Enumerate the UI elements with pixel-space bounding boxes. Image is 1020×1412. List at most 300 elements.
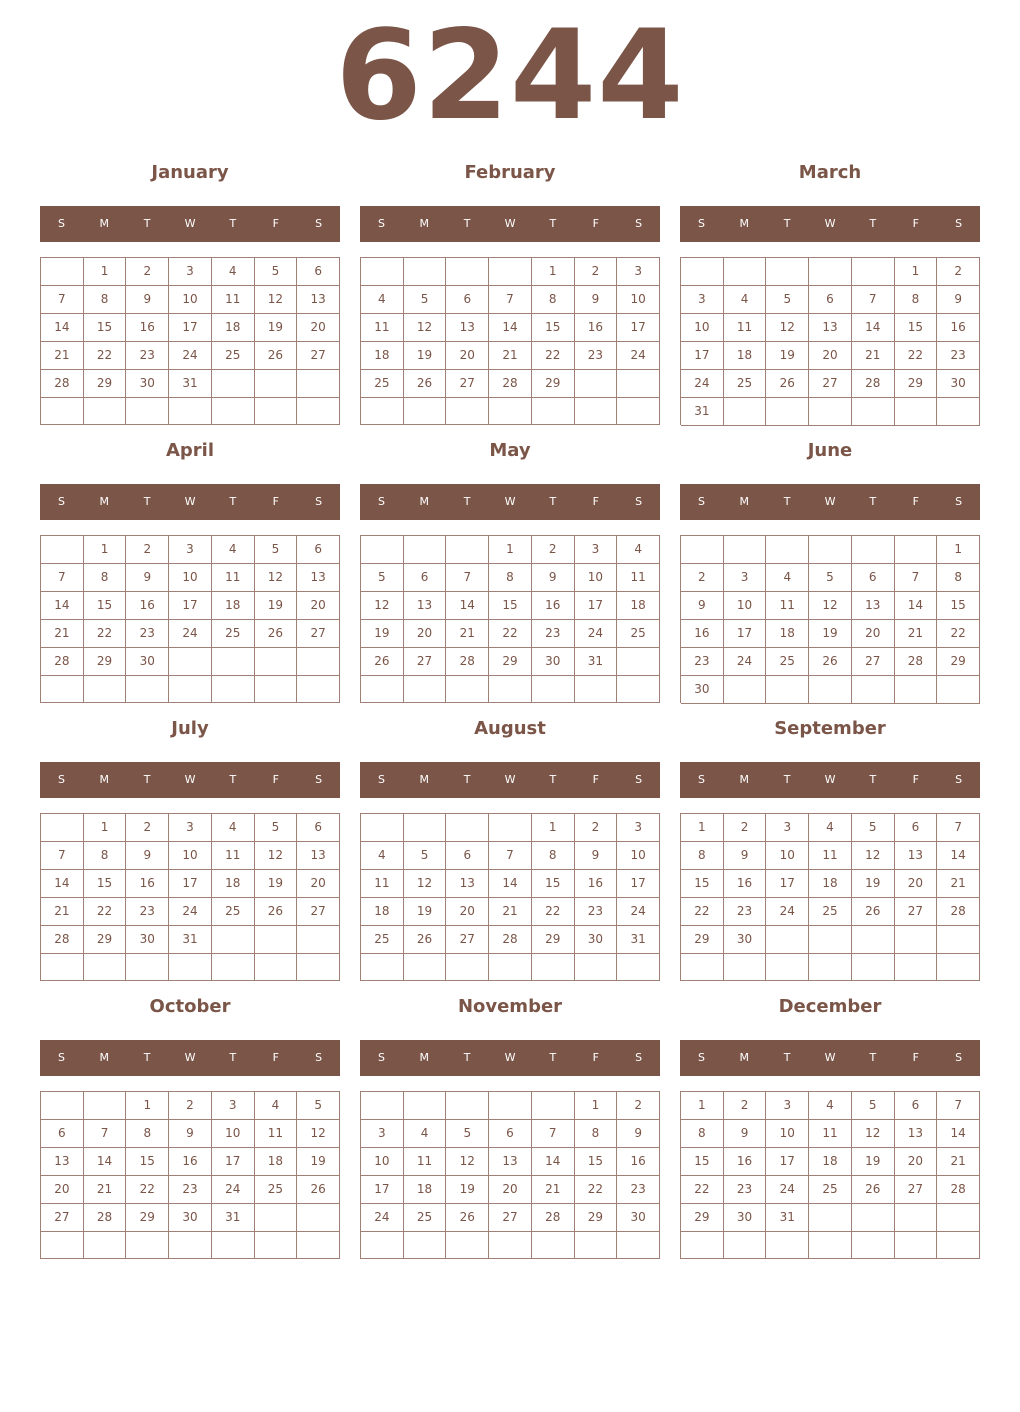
day-cell[interactable]: 9	[169, 1120, 212, 1148]
day-cell[interactable]: 2	[937, 258, 980, 286]
day-cell[interactable]: 3	[617, 814, 660, 842]
day-cell[interactable]: 14	[937, 842, 980, 870]
day-cell[interactable]: 3	[575, 536, 618, 564]
day-cell[interactable]: 17	[212, 1148, 255, 1176]
day-cell[interactable]: 12	[297, 1120, 340, 1148]
day-cell[interactable]: 6	[489, 1120, 532, 1148]
day-cell[interactable]: 1	[895, 258, 938, 286]
day-cell[interactable]: 23	[937, 342, 980, 370]
day-cell[interactable]: 31	[212, 1204, 255, 1232]
day-cell[interactable]: 10	[212, 1120, 255, 1148]
day-cell[interactable]: 11	[404, 1148, 447, 1176]
day-cell[interactable]: 21	[895, 620, 938, 648]
day-cell[interactable]: 17	[575, 592, 618, 620]
day-cell[interactable]: 9	[575, 842, 618, 870]
day-cell[interactable]: 4	[212, 536, 255, 564]
day-cell[interactable]: 9	[724, 1120, 767, 1148]
day-cell[interactable]: 22	[84, 898, 127, 926]
day-cell[interactable]: 13	[446, 314, 489, 342]
day-cell[interactable]: 25	[404, 1204, 447, 1232]
day-cell[interactable]: 3	[681, 286, 724, 314]
day-cell[interactable]: 13	[297, 286, 340, 314]
day-cell[interactable]: 22	[84, 342, 127, 370]
day-cell[interactable]: 16	[937, 314, 980, 342]
day-cell[interactable]: 8	[84, 842, 127, 870]
day-cell[interactable]: 27	[895, 1176, 938, 1204]
day-cell[interactable]: 10	[681, 314, 724, 342]
day-cell[interactable]: 4	[766, 564, 809, 592]
day-cell[interactable]: 27	[809, 370, 852, 398]
day-cell[interactable]: 29	[532, 370, 575, 398]
day-cell[interactable]: 19	[446, 1176, 489, 1204]
day-cell[interactable]: 24	[617, 898, 660, 926]
day-cell[interactable]: 5	[255, 258, 298, 286]
day-cell[interactable]: 20	[446, 342, 489, 370]
day-cell[interactable]: 24	[169, 620, 212, 648]
day-cell[interactable]: 4	[724, 286, 767, 314]
day-cell[interactable]: 12	[446, 1148, 489, 1176]
day-cell[interactable]: 12	[361, 592, 404, 620]
day-cell[interactable]: 10	[766, 842, 809, 870]
day-cell[interactable]: 2	[724, 1092, 767, 1120]
day-cell[interactable]: 17	[766, 870, 809, 898]
day-cell[interactable]: 5	[404, 842, 447, 870]
day-cell[interactable]: 27	[297, 620, 340, 648]
day-cell[interactable]: 8	[489, 564, 532, 592]
day-cell[interactable]: 10	[169, 842, 212, 870]
day-cell[interactable]: 13	[489, 1148, 532, 1176]
day-cell[interactable]: 9	[126, 842, 169, 870]
day-cell[interactable]: 23	[617, 1176, 660, 1204]
day-cell[interactable]: 21	[532, 1176, 575, 1204]
day-cell[interactable]: 7	[937, 814, 980, 842]
day-cell[interactable]: 7	[895, 564, 938, 592]
day-cell[interactable]: 26	[255, 898, 298, 926]
day-cell[interactable]: 22	[937, 620, 980, 648]
day-cell[interactable]: 3	[212, 1092, 255, 1120]
day-cell[interactable]: 4	[255, 1092, 298, 1120]
day-cell[interactable]: 3	[361, 1120, 404, 1148]
day-cell[interactable]: 13	[852, 592, 895, 620]
day-cell[interactable]: 12	[255, 286, 298, 314]
day-cell[interactable]: 23	[575, 342, 618, 370]
day-cell[interactable]: 14	[41, 592, 84, 620]
day-cell[interactable]: 20	[446, 898, 489, 926]
day-cell[interactable]: 12	[852, 842, 895, 870]
day-cell[interactable]: 6	[895, 814, 938, 842]
day-cell[interactable]: 20	[41, 1176, 84, 1204]
day-cell[interactable]: 18	[809, 870, 852, 898]
day-cell[interactable]: 9	[937, 286, 980, 314]
day-cell[interactable]: 18	[617, 592, 660, 620]
day-cell[interactable]: 11	[617, 564, 660, 592]
day-cell[interactable]: 13	[297, 842, 340, 870]
day-cell[interactable]: 19	[852, 1148, 895, 1176]
day-cell[interactable]: 16	[724, 870, 767, 898]
day-cell[interactable]: 30	[724, 1204, 767, 1232]
day-cell[interactable]: 25	[361, 370, 404, 398]
day-cell[interactable]: 28	[532, 1204, 575, 1232]
day-cell[interactable]: 14	[446, 592, 489, 620]
day-cell[interactable]: 10	[766, 1120, 809, 1148]
day-cell[interactable]: 12	[809, 592, 852, 620]
day-cell[interactable]: 22	[575, 1176, 618, 1204]
day-cell[interactable]: 6	[895, 1092, 938, 1120]
day-cell[interactable]: 22	[895, 342, 938, 370]
day-cell[interactable]: 4	[809, 814, 852, 842]
day-cell[interactable]: 1	[84, 258, 127, 286]
day-cell[interactable]: 10	[724, 592, 767, 620]
day-cell[interactable]: 26	[255, 342, 298, 370]
day-cell[interactable]: 4	[617, 536, 660, 564]
day-cell[interactable]: 10	[169, 564, 212, 592]
day-cell[interactable]: 12	[404, 314, 447, 342]
day-cell[interactable]: 27	[41, 1204, 84, 1232]
day-cell[interactable]: 13	[446, 870, 489, 898]
day-cell[interactable]: 28	[937, 1176, 980, 1204]
day-cell[interactable]: 26	[361, 648, 404, 676]
day-cell[interactable]: 11	[212, 564, 255, 592]
day-cell[interactable]: 4	[361, 286, 404, 314]
day-cell[interactable]: 6	[446, 842, 489, 870]
day-cell[interactable]: 3	[724, 564, 767, 592]
day-cell[interactable]: 18	[404, 1176, 447, 1204]
day-cell[interactable]: 9	[126, 564, 169, 592]
day-cell[interactable]: 11	[766, 592, 809, 620]
day-cell[interactable]: 4	[361, 842, 404, 870]
day-cell[interactable]: 17	[766, 1148, 809, 1176]
day-cell[interactable]: 2	[126, 258, 169, 286]
day-cell[interactable]: 22	[681, 898, 724, 926]
day-cell[interactable]: 16	[169, 1148, 212, 1176]
day-cell[interactable]: 25	[212, 898, 255, 926]
day-cell[interactable]: 1	[575, 1092, 618, 1120]
day-cell[interactable]: 20	[404, 620, 447, 648]
day-cell[interactable]: 21	[41, 342, 84, 370]
day-cell[interactable]: 20	[297, 870, 340, 898]
day-cell[interactable]: 20	[297, 592, 340, 620]
day-cell[interactable]: 1	[126, 1092, 169, 1120]
day-cell[interactable]: 24	[169, 898, 212, 926]
day-cell[interactable]: 24	[766, 1176, 809, 1204]
day-cell[interactable]: 24	[361, 1204, 404, 1232]
day-cell[interactable]: 17	[724, 620, 767, 648]
day-cell[interactable]: 14	[84, 1148, 127, 1176]
day-cell[interactable]: 8	[532, 842, 575, 870]
day-cell[interactable]: 30	[126, 926, 169, 954]
day-cell[interactable]: 16	[126, 870, 169, 898]
day-cell[interactable]: 29	[84, 370, 127, 398]
day-cell[interactable]: 28	[84, 1204, 127, 1232]
day-cell[interactable]: 7	[446, 564, 489, 592]
day-cell[interactable]: 25	[255, 1176, 298, 1204]
day-cell[interactable]: 27	[852, 648, 895, 676]
day-cell[interactable]: 31	[575, 648, 618, 676]
day-cell[interactable]: 28	[41, 648, 84, 676]
day-cell[interactable]: 12	[255, 564, 298, 592]
day-cell[interactable]: 6	[297, 814, 340, 842]
day-cell[interactable]: 15	[681, 1148, 724, 1176]
day-cell[interactable]: 13	[895, 1120, 938, 1148]
day-cell[interactable]: 29	[681, 1204, 724, 1232]
day-cell[interactable]: 11	[809, 1120, 852, 1148]
day-cell[interactable]: 15	[532, 870, 575, 898]
day-cell[interactable]: 9	[617, 1120, 660, 1148]
day-cell[interactable]: 24	[724, 648, 767, 676]
day-cell[interactable]: 5	[361, 564, 404, 592]
day-cell[interactable]: 2	[575, 814, 618, 842]
day-cell[interactable]: 23	[532, 620, 575, 648]
day-cell[interactable]: 27	[446, 926, 489, 954]
day-cell[interactable]: 26	[852, 1176, 895, 1204]
day-cell[interactable]: 21	[489, 342, 532, 370]
day-cell[interactable]: 11	[361, 314, 404, 342]
day-cell[interactable]: 14	[937, 1120, 980, 1148]
day-cell[interactable]: 30	[532, 648, 575, 676]
day-cell[interactable]: 3	[169, 536, 212, 564]
day-cell[interactable]: 3	[766, 1092, 809, 1120]
day-cell[interactable]: 30	[681, 676, 724, 704]
day-cell[interactable]: 6	[852, 564, 895, 592]
day-cell[interactable]: 7	[41, 286, 84, 314]
day-cell[interactable]: 6	[297, 258, 340, 286]
day-cell[interactable]: 1	[681, 1092, 724, 1120]
day-cell[interactable]: 1	[84, 536, 127, 564]
day-cell[interactable]: 15	[895, 314, 938, 342]
day-cell[interactable]: 26	[297, 1176, 340, 1204]
day-cell[interactable]: 21	[937, 870, 980, 898]
day-cell[interactable]: 19	[852, 870, 895, 898]
day-cell[interactable]: 24	[169, 342, 212, 370]
day-cell[interactable]: 15	[575, 1148, 618, 1176]
day-cell[interactable]: 20	[895, 1148, 938, 1176]
day-cell[interactable]: 8	[681, 842, 724, 870]
day-cell[interactable]: 26	[446, 1204, 489, 1232]
day-cell[interactable]: 8	[575, 1120, 618, 1148]
day-cell[interactable]: 13	[809, 314, 852, 342]
day-cell[interactable]: 14	[532, 1148, 575, 1176]
day-cell[interactable]: 17	[361, 1176, 404, 1204]
day-cell[interactable]: 29	[575, 1204, 618, 1232]
day-cell[interactable]: 11	[809, 842, 852, 870]
day-cell[interactable]: 12	[255, 842, 298, 870]
day-cell[interactable]: 28	[489, 370, 532, 398]
day-cell[interactable]: 10	[361, 1148, 404, 1176]
day-cell[interactable]: 28	[895, 648, 938, 676]
day-cell[interactable]: 22	[126, 1176, 169, 1204]
day-cell[interactable]: 28	[41, 926, 84, 954]
day-cell[interactable]: 15	[84, 314, 127, 342]
day-cell[interactable]: 12	[404, 870, 447, 898]
day-cell[interactable]: 14	[41, 314, 84, 342]
day-cell[interactable]: 11	[212, 842, 255, 870]
day-cell[interactable]: 4	[404, 1120, 447, 1148]
day-cell[interactable]: 9	[681, 592, 724, 620]
day-cell[interactable]: 22	[84, 620, 127, 648]
day-cell[interactable]: 21	[84, 1176, 127, 1204]
day-cell[interactable]: 8	[84, 286, 127, 314]
day-cell[interactable]: 27	[489, 1204, 532, 1232]
day-cell[interactable]: 11	[255, 1120, 298, 1148]
day-cell[interactable]: 11	[361, 870, 404, 898]
day-cell[interactable]: 1	[532, 814, 575, 842]
day-cell[interactable]: 8	[532, 286, 575, 314]
day-cell[interactable]: 20	[489, 1176, 532, 1204]
day-cell[interactable]: 7	[937, 1092, 980, 1120]
day-cell[interactable]: 16	[724, 1148, 767, 1176]
day-cell[interactable]: 20	[895, 870, 938, 898]
day-cell[interactable]: 10	[617, 286, 660, 314]
day-cell[interactable]: 25	[361, 926, 404, 954]
day-cell[interactable]: 9	[126, 286, 169, 314]
day-cell[interactable]: 20	[852, 620, 895, 648]
day-cell[interactable]: 18	[361, 342, 404, 370]
day-cell[interactable]: 8	[126, 1120, 169, 1148]
day-cell[interactable]: 29	[532, 926, 575, 954]
day-cell[interactable]: 29	[84, 926, 127, 954]
day-cell[interactable]: 7	[41, 842, 84, 870]
day-cell[interactable]: 11	[724, 314, 767, 342]
day-cell[interactable]: 23	[169, 1176, 212, 1204]
day-cell[interactable]: 31	[617, 926, 660, 954]
day-cell[interactable]: 31	[766, 1204, 809, 1232]
day-cell[interactable]: 23	[126, 898, 169, 926]
day-cell[interactable]: 27	[297, 898, 340, 926]
day-cell[interactable]: 19	[404, 342, 447, 370]
day-cell[interactable]: 27	[446, 370, 489, 398]
day-cell[interactable]: 6	[809, 286, 852, 314]
day-cell[interactable]: 5	[446, 1120, 489, 1148]
day-cell[interactable]: 29	[681, 926, 724, 954]
day-cell[interactable]: 23	[126, 342, 169, 370]
day-cell[interactable]: 25	[766, 648, 809, 676]
day-cell[interactable]: 14	[489, 870, 532, 898]
day-cell[interactable]: 14	[895, 592, 938, 620]
day-cell[interactable]: 3	[617, 258, 660, 286]
day-cell[interactable]: 21	[852, 342, 895, 370]
day-cell[interactable]: 7	[852, 286, 895, 314]
day-cell[interactable]: 28	[41, 370, 84, 398]
day-cell[interactable]: 30	[126, 648, 169, 676]
day-cell[interactable]: 4	[212, 258, 255, 286]
day-cell[interactable]: 18	[212, 870, 255, 898]
day-cell[interactable]: 2	[617, 1092, 660, 1120]
day-cell[interactable]: 20	[809, 342, 852, 370]
day-cell[interactable]: 8	[895, 286, 938, 314]
day-cell[interactable]: 10	[575, 564, 618, 592]
day-cell[interactable]: 24	[617, 342, 660, 370]
day-cell[interactable]: 23	[724, 1176, 767, 1204]
day-cell[interactable]: 5	[852, 814, 895, 842]
day-cell[interactable]: 19	[297, 1148, 340, 1176]
day-cell[interactable]: 16	[532, 592, 575, 620]
day-cell[interactable]: 6	[446, 286, 489, 314]
day-cell[interactable]: 13	[297, 564, 340, 592]
day-cell[interactable]: 27	[404, 648, 447, 676]
day-cell[interactable]: 29	[489, 648, 532, 676]
day-cell[interactable]: 26	[404, 926, 447, 954]
day-cell[interactable]: 22	[532, 342, 575, 370]
day-cell[interactable]: 2	[126, 536, 169, 564]
day-cell[interactable]: 29	[937, 648, 980, 676]
day-cell[interactable]: 5	[809, 564, 852, 592]
day-cell[interactable]: 2	[575, 258, 618, 286]
day-cell[interactable]: 4	[212, 814, 255, 842]
day-cell[interactable]: 30	[126, 370, 169, 398]
day-cell[interactable]: 19	[809, 620, 852, 648]
day-cell[interactable]: 22	[532, 898, 575, 926]
day-cell[interactable]: 7	[489, 286, 532, 314]
day-cell[interactable]: 20	[297, 314, 340, 342]
day-cell[interactable]: 15	[532, 314, 575, 342]
day-cell[interactable]: 14	[41, 870, 84, 898]
day-cell[interactable]: 1	[489, 536, 532, 564]
day-cell[interactable]: 5	[255, 536, 298, 564]
day-cell[interactable]: 17	[617, 870, 660, 898]
day-cell[interactable]: 8	[937, 564, 980, 592]
day-cell[interactable]: 30	[937, 370, 980, 398]
day-cell[interactable]: 31	[169, 926, 212, 954]
day-cell[interactable]: 13	[895, 842, 938, 870]
day-cell[interactable]: 25	[809, 1176, 852, 1204]
day-cell[interactable]: 26	[404, 370, 447, 398]
day-cell[interactable]: 1	[681, 814, 724, 842]
day-cell[interactable]: 23	[575, 898, 618, 926]
day-cell[interactable]: 7	[41, 564, 84, 592]
day-cell[interactable]: 18	[809, 1148, 852, 1176]
day-cell[interactable]: 5	[404, 286, 447, 314]
day-cell[interactable]: 30	[575, 926, 618, 954]
day-cell[interactable]: 29	[84, 648, 127, 676]
day-cell[interactable]: 15	[489, 592, 532, 620]
day-cell[interactable]: 5	[297, 1092, 340, 1120]
day-cell[interactable]: 23	[724, 898, 767, 926]
day-cell[interactable]: 15	[681, 870, 724, 898]
day-cell[interactable]: 30	[617, 1204, 660, 1232]
day-cell[interactable]: 1	[84, 814, 127, 842]
day-cell[interactable]: 31	[681, 398, 724, 426]
day-cell[interactable]: 27	[895, 898, 938, 926]
day-cell[interactable]: 2	[724, 814, 767, 842]
day-cell[interactable]: 26	[852, 898, 895, 926]
day-cell[interactable]: 12	[766, 314, 809, 342]
day-cell[interactable]: 24	[681, 370, 724, 398]
day-cell[interactable]: 19	[404, 898, 447, 926]
day-cell[interactable]: 27	[297, 342, 340, 370]
day-cell[interactable]: 6	[297, 536, 340, 564]
day-cell[interactable]: 19	[255, 870, 298, 898]
day-cell[interactable]: 15	[126, 1148, 169, 1176]
day-cell[interactable]: 10	[617, 842, 660, 870]
day-cell[interactable]: 13	[404, 592, 447, 620]
day-cell[interactable]: 26	[809, 648, 852, 676]
day-cell[interactable]: 17	[681, 342, 724, 370]
day-cell[interactable]: 2	[681, 564, 724, 592]
day-cell[interactable]: 9	[532, 564, 575, 592]
day-cell[interactable]: 21	[41, 620, 84, 648]
day-cell[interactable]: 17	[169, 314, 212, 342]
day-cell[interactable]: 21	[446, 620, 489, 648]
day-cell[interactable]: 16	[575, 314, 618, 342]
day-cell[interactable]: 29	[126, 1204, 169, 1232]
day-cell[interactable]: 21	[937, 1148, 980, 1176]
day-cell[interactable]: 16	[575, 870, 618, 898]
day-cell[interactable]: 8	[84, 564, 127, 592]
day-cell[interactable]: 5	[852, 1092, 895, 1120]
day-cell[interactable]: 14	[852, 314, 895, 342]
day-cell[interactable]: 28	[937, 898, 980, 926]
day-cell[interactable]: 2	[532, 536, 575, 564]
